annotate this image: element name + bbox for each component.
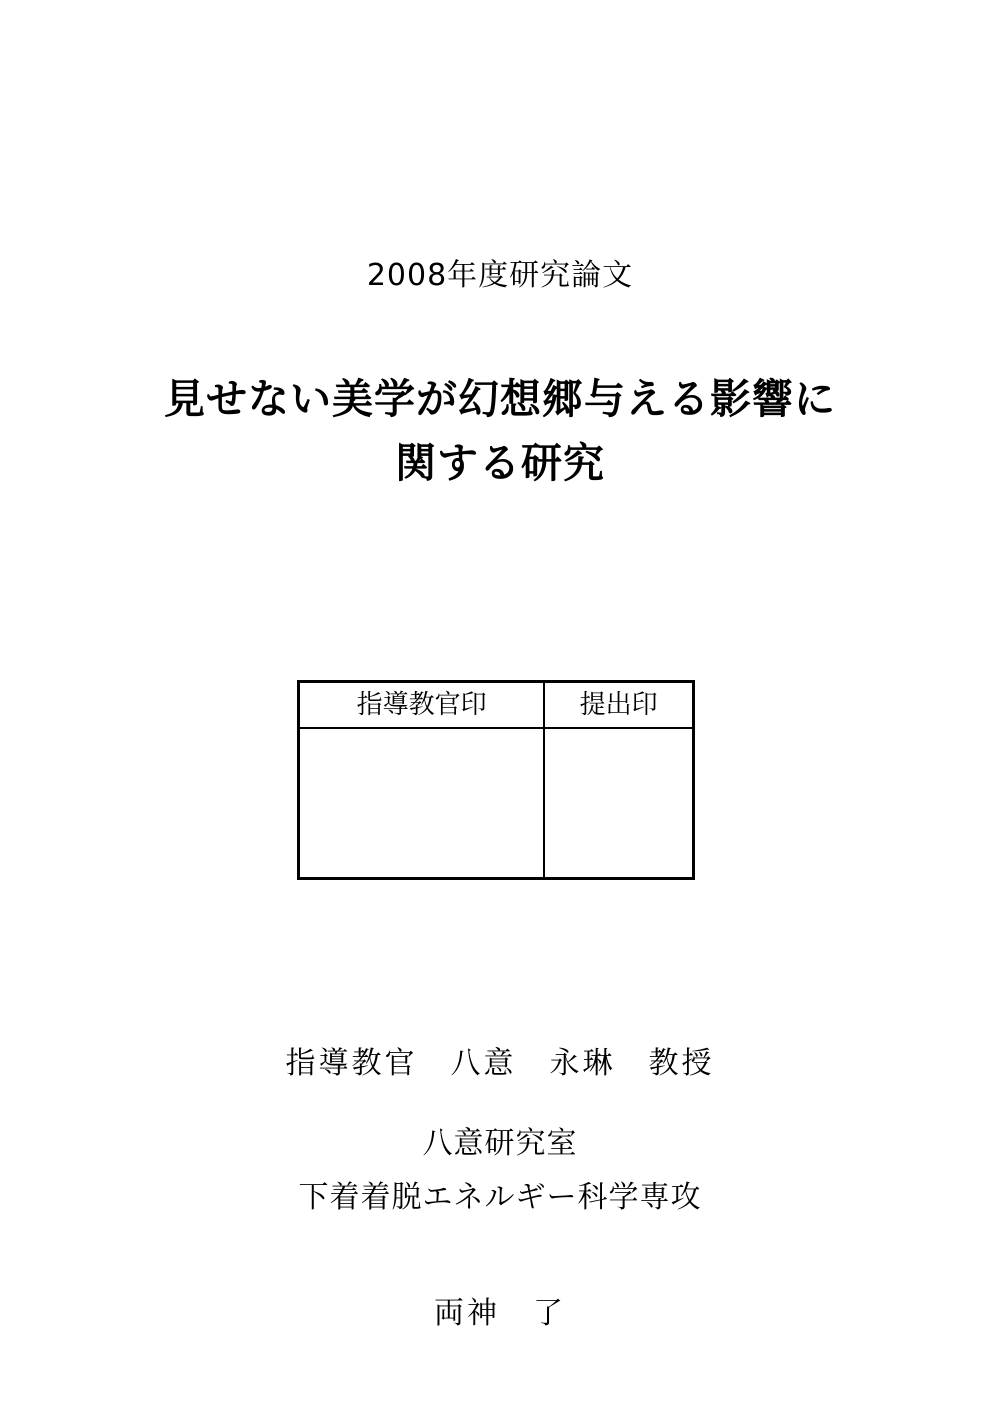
stamp-table-header-advisor: 指導教官印 bbox=[299, 682, 545, 729]
stamp-table bbox=[297, 680, 695, 880]
major-line: 下着着脱エネルギー科学専攻 bbox=[298, 1180, 702, 1215]
document-year-label: 2008年度研究論文 bbox=[366, 258, 634, 293]
stamp-table-cell-advisor bbox=[299, 728, 545, 879]
table-row bbox=[299, 728, 694, 879]
laboratory-line: 八意研究室 bbox=[422, 1126, 578, 1161]
table-row-header bbox=[299, 682, 694, 729]
document-title-line-1: 見せない美学が幻想郷与える影響に bbox=[164, 375, 836, 423]
stamp-table-header-submission: 提出印 bbox=[544, 682, 693, 729]
stamp-table-cell-submission bbox=[544, 728, 693, 879]
document-title-line-2: 関する研究 bbox=[395, 438, 605, 487]
author-line: 両神 了 bbox=[434, 1296, 566, 1331]
document-title bbox=[0, 368, 1000, 495]
advisor-line: 指導教官 八意 永琳 教授 bbox=[285, 1046, 715, 1081]
